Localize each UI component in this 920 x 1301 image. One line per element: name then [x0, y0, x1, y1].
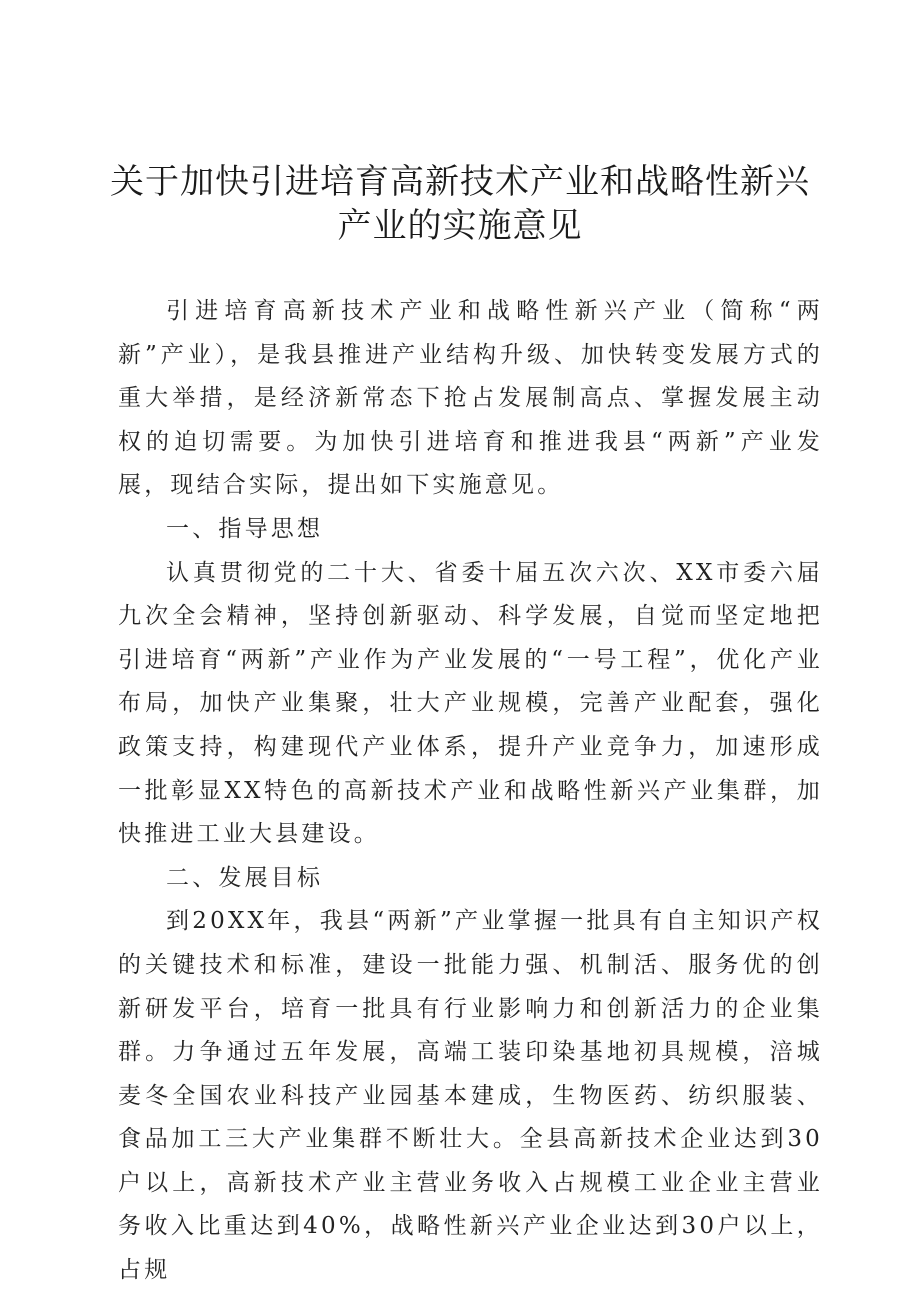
- section-heading-1: 一、指导思想: [166, 515, 324, 542]
- document-title: [0, 160, 920, 248]
- title-line-1: 关于加快引进培育高新技术产业和战略性新兴: [110, 162, 810, 202]
- section-1-paragraph: 认真贯彻党的二十大、省委十届五次六次、XX市委六届九次全会精神，坚持创新驱动、科学发展，自觉而坚定地把引进培育“两新”产业作为产业发展的“一号工程”，优化产业布局，加快产业集聚，壮大产业规模，完善产业配套，强化政策支持，构建现代产业体系，提升产业竞争力，加速形成一批彰显XX特色的高新技术产业和战略性新兴产业集群，加快推进工业大县建设。: [118, 559, 823, 848]
- section-2-paragraph: 到20XX年，我县“两新”产业掌握一批具有自主知识产权的关键技术和标准，建设一批能力强、机制活、服务优的创新研发平台，培育一批具有行业影响力和创新活力的企业集群。力争通过五年发展，高端工装印染基地初具规模，涪城麦冬全国农业科技产业园基本建成，生物医药、纺织服装、食品加工三大产业集群不断壮大。全县高新技术企业达到30户以上，高新技术产业主营业务收入占规模工业企业主营业务收入比重达到40%，战略性新兴产业企业达到30户以上，占规: [118, 908, 823, 1284]
- title-line-2: 产业的实施意见: [337, 206, 583, 246]
- document-body: [118, 290, 823, 1293]
- intro-paragraph: 引进培育高新技术产业和战略性新兴产业（简称“两新”产业），是我县推进产业结构升级、加快转变发展方式的重大举措，是经济新常态下抢占发展制高点、掌握发展主动权的迫切需要。为加快引进培育和推进我县“两新”产业发展，现结合实际，提出如下实施意见。: [118, 298, 823, 499]
- section-heading-2: 二、发展目标: [166, 864, 324, 891]
